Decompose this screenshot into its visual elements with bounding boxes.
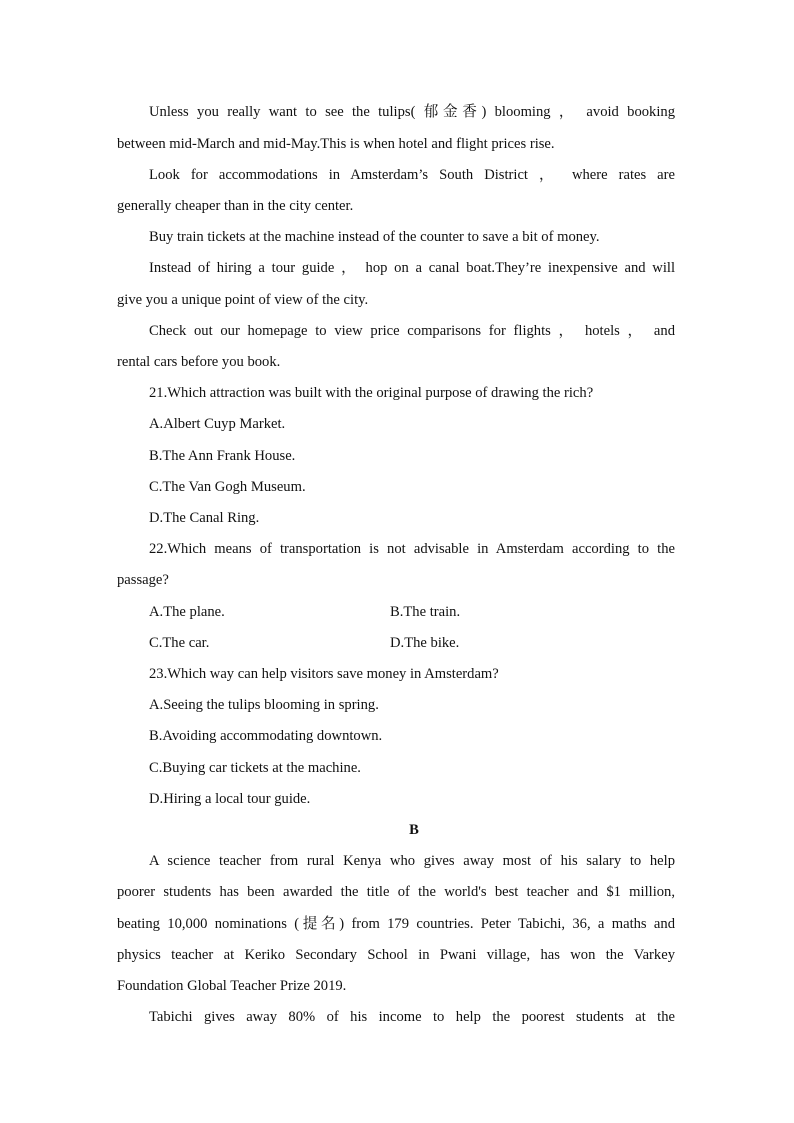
tip-2-line-2: generally cheaper than in the city center.	[117, 198, 354, 214]
question-21-option-d: D.The Canal Ring.	[149, 510, 260, 526]
question-22-stem-line-2: passage?	[117, 572, 169, 588]
question-21-option-c: C.The Van Gogh Museum.	[149, 479, 306, 495]
tip-2-line-1: Look for accommodations in Amsterdam’s South District ， where rates are	[149, 167, 675, 183]
tip-1-line-1: Unless you really want to see the tulips( 郁金香) blooming ， avoid booking	[149, 104, 675, 120]
question-23-option-c: C.Buying car tickets at the machine.	[149, 760, 361, 776]
passage-b-p1-line-3: beating 10,000 nominations (提名) from 179 countries. Peter Tabichi, 36, a maths and	[117, 916, 675, 932]
question-21-option-a: A.Albert Cuyp Market.	[149, 416, 286, 432]
tip-5-line-1: Check out our homepage to view price comparisons for flights ， hotels ， and	[149, 323, 675, 339]
question-22-stem-line-1: 22.Which means of transportation is not advisable in Amsterdam according to the	[149, 541, 675, 557]
question-21-option-b: B.The Ann Frank House.	[149, 448, 296, 464]
passage-b-p1-line-1: A science teacher from rural Kenya who gives away most of his salary to help	[149, 853, 675, 869]
question-22-option-a: A.The plane.	[149, 604, 225, 620]
passage-b-p1-line-4: physics teacher at Keriko Secondary School in Pwani village, has won the Varkey	[117, 947, 675, 963]
tip-1-line-2: between mid-March and mid-May.This is when hotel and flight prices rise.	[117, 136, 555, 152]
tip-3-line-1: Buy train tickets at the machine instead of the counter to save a bit of money.	[149, 229, 600, 245]
question-22-option-b: B.The train.	[390, 604, 461, 620]
question-23-option-d: D.Hiring a local tour guide.	[149, 791, 311, 807]
passage-b-p2-line-1: Tabichi gives away 80% of his income to help the poorest students at the	[149, 1009, 675, 1025]
question-22-option-c: C.The car.	[149, 635, 210, 651]
passage-b-p1-line-5: Foundation Global Teacher Prize 2019.	[117, 978, 347, 994]
question-23-option-b: B.Avoiding accommodating downtown.	[149, 728, 383, 744]
question-21-stem: 21.Which attraction was built with the original purpose of drawing the rich?	[149, 385, 594, 401]
question-23-option-a: A.Seeing the tulips blooming in spring.	[149, 697, 379, 713]
tip-5-line-2: rental cars before you book.	[117, 354, 281, 370]
question-23-stem: 23.Which way can help visitors save money in Amsterdam?	[149, 666, 499, 682]
passage-b-p1-line-2: poorer students has been awarded the title of the world's best teacher and $1 million,	[117, 884, 675, 900]
section-b-heading: B	[409, 822, 419, 838]
tip-4-line-1: Instead of hiring a tour guide ， hop on a canal boat.They’re inexpensive and will	[149, 260, 675, 276]
tip-4-line-2: give you a unique point of view of the city.	[117, 292, 369, 308]
question-22-option-d: D.The bike.	[390, 635, 460, 651]
